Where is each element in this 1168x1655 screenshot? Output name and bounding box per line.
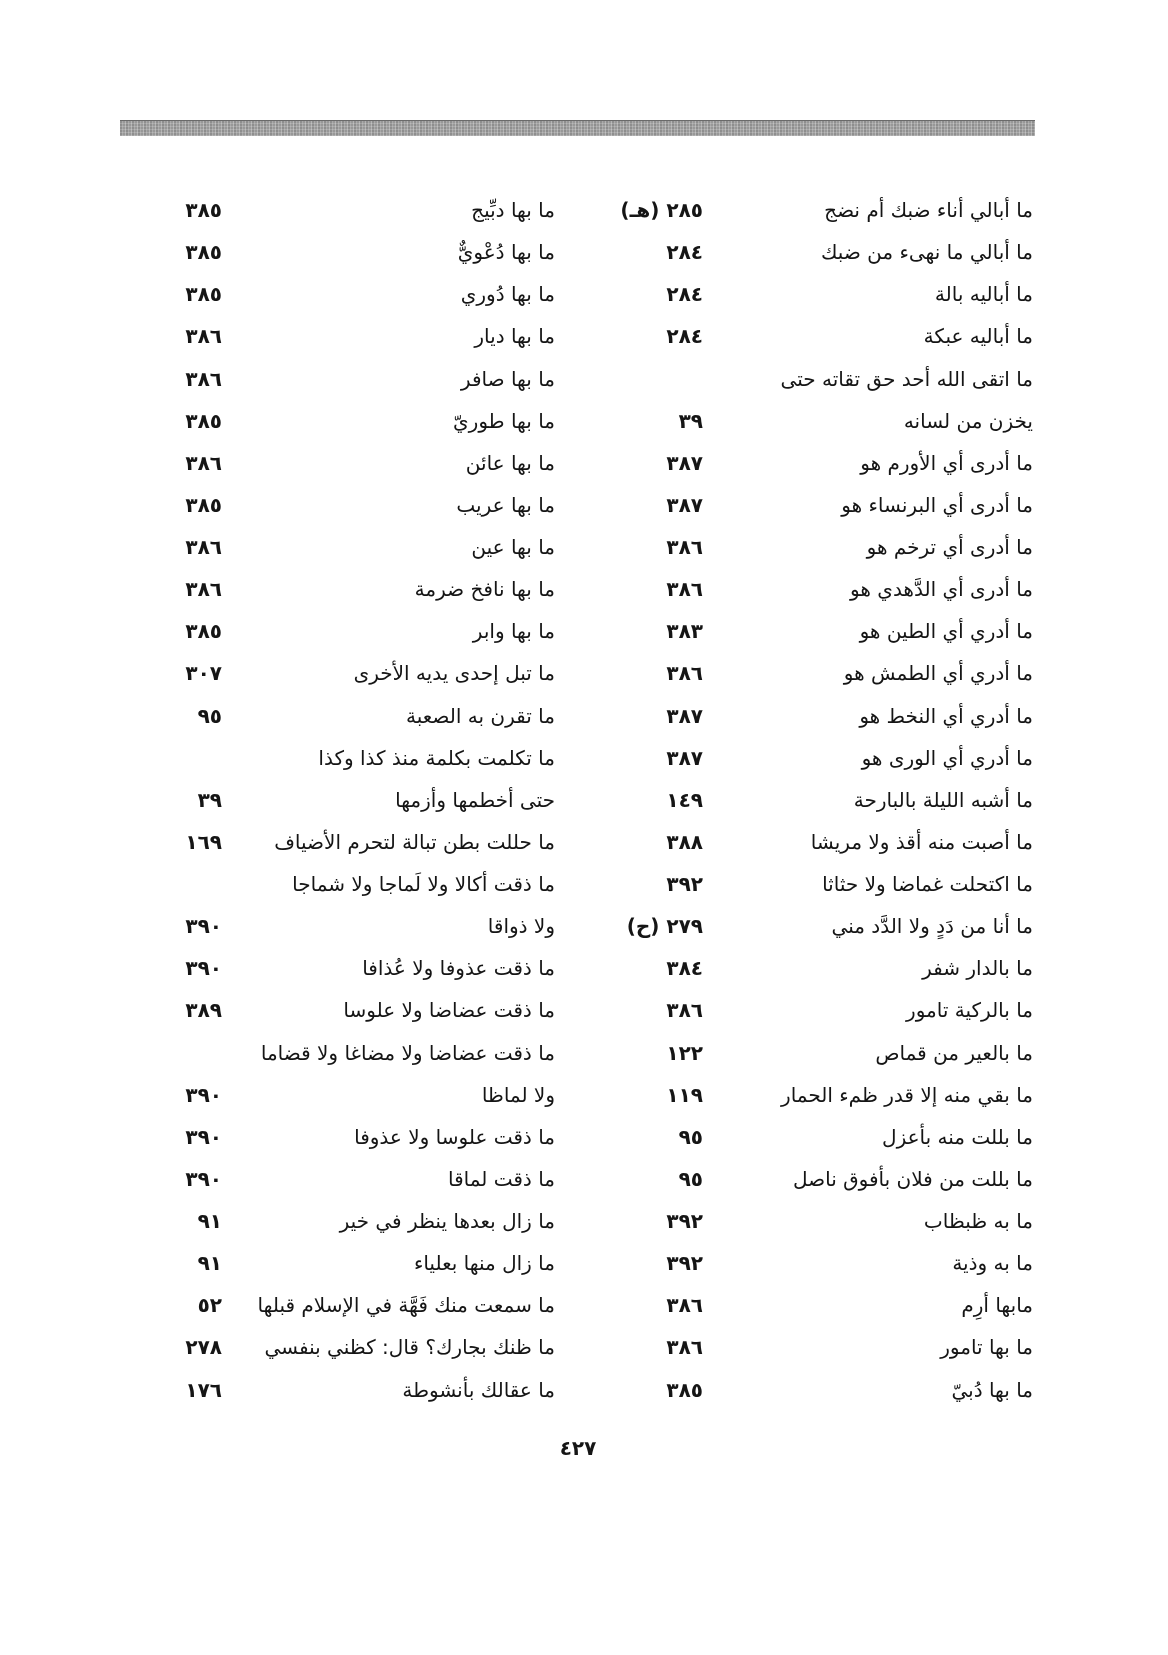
entry-page: ٩٥ [678, 1166, 703, 1191]
entry-page: ٣٨٤ [666, 956, 703, 981]
index-entry [593, 1200, 1033, 1242]
index-entry [115, 568, 555, 610]
index-entry [593, 1158, 1033, 1200]
entry-text: ما أدري أي الطين هو [859, 619, 1033, 644]
entry-text: ما أدري أي الطمش هو [843, 661, 1033, 686]
entry-page: ٩١ [197, 1251, 222, 1276]
entry-page: ٣٩٠ [185, 956, 222, 981]
index-entry [115, 989, 555, 1031]
entry-text: ما بها دُبيّ [951, 1377, 1033, 1402]
entry-text: ما أدرى أي البرنساء هو [841, 492, 1033, 517]
index-entry [593, 1284, 1033, 1326]
index-entry [593, 568, 1033, 610]
entry-text: حتى أخطمها وأزمها [395, 787, 555, 812]
index-entry [593, 652, 1033, 694]
entry-text: ما زال بعدها ينظر في خير [339, 1209, 555, 1233]
index-entry [115, 1284, 555, 1326]
entry-text: ما بها تامور [940, 1335, 1033, 1360]
index-entry [593, 273, 1033, 315]
index-entry [593, 1116, 1033, 1158]
index-entry [115, 947, 555, 989]
entry-page: ٣٨٦ [185, 577, 222, 602]
entry-page: ٣٨٥ [185, 408, 222, 433]
index-entry [115, 1242, 555, 1284]
entry-page: ٩٥ [678, 1124, 703, 1149]
index-entry [593, 863, 1033, 905]
entry-text: ما بالعير من قماص [875, 1040, 1033, 1065]
index-entry [115, 610, 555, 652]
index-entry [115, 1032, 555, 1074]
index-entry [115, 737, 555, 779]
entry-text: ما به ظبظاب [923, 1209, 1033, 1233]
entry-page: ٣٩٠ [185, 1124, 222, 1149]
entry-page: ٣٨٥ [666, 1377, 703, 1402]
entry-page: ٢٨٤ [666, 324, 703, 349]
entry-page: ٣٨٥ [185, 282, 222, 307]
index-entry [593, 189, 1033, 231]
entry-text: ما عقالك بأنشوطة [402, 1377, 555, 1402]
index-entry [593, 989, 1033, 1031]
entry-text: ما أصبت منه أقذ ولا مريشا [810, 829, 1033, 854]
index-entry [593, 1369, 1033, 1411]
entry-page: ٣٩ [197, 787, 222, 812]
index-entry [593, 358, 1033, 400]
entry-text: ما بللت من فلان بأفوق ناصل [792, 1166, 1033, 1191]
entry-text: ما أدرى أي الدَّهدي هو [850, 577, 1033, 602]
entry-page: ٣٨٥ [185, 619, 222, 644]
index-entry [593, 315, 1033, 357]
entry-text: ما تبل إحدى يديه الأخرى [353, 661, 555, 686]
entry-text: ما ذقت عضاضا ولا علوسا [343, 998, 555, 1023]
entry-page: ٣٩٠ [185, 914, 222, 939]
entry-text: ما بها عائن [465, 450, 555, 475]
entry-text: ما تكلمت بكلمة منذ كذا وكذا [318, 745, 555, 770]
entry-text: ما حللت بطن تبالة لتحرم الأضياف [274, 829, 555, 854]
entry-text: ما أنا من دَدٍ ولا الدَّد مني [831, 914, 1033, 939]
entry-text: ما بقي منه إلا قدر ظمء الحمار [781, 1082, 1033, 1107]
index-entry [115, 442, 555, 484]
entry-text: ما زال منها بعلياء [413, 1251, 555, 1276]
entry-page: ٢٨٤ [666, 282, 703, 307]
entry-page: ٣٨٨ [666, 829, 703, 854]
entry-page: ٣٨٥ [185, 492, 222, 517]
index-entry [593, 695, 1033, 737]
index-entry [593, 400, 1033, 442]
entry-text: ما ظنك بجارك؟ قال: كظني بنفسي [264, 1335, 555, 1360]
entry-page: ٣٨٦ [185, 366, 222, 391]
entry-page: ٥٢ [197, 1293, 222, 1318]
entry-page: ١٤٩ [666, 787, 703, 812]
entry-page: ٣٨٧ [666, 450, 703, 475]
index-entry [115, 821, 555, 863]
index-entry [593, 779, 1033, 821]
index-entry [593, 526, 1033, 568]
entry-page: ٣٨٦ [666, 1335, 703, 1360]
entry-page: ٣٩ [678, 408, 703, 433]
entry-page: ١١٩ [666, 1082, 703, 1107]
entry-page: ٣٨٦ [666, 998, 703, 1023]
entry-text: ما أبالي ما نهىء من ضبك [820, 240, 1033, 265]
entry-text: ما بالركية تامور [906, 998, 1033, 1023]
entry-text: ما بها دبِّيج [471, 198, 555, 222]
header-rule [120, 120, 1035, 136]
index-entry [115, 273, 555, 315]
index-entry [115, 1200, 555, 1242]
index-entry [115, 652, 555, 694]
entry-page: ٣٨٦ [666, 535, 703, 559]
index-column-right [593, 189, 1033, 1411]
index-entry [593, 1326, 1033, 1368]
index-entry [115, 231, 555, 273]
entry-page: ١٢٢ [666, 1040, 703, 1065]
index-entry [115, 695, 555, 737]
entry-page: ٣٨٩ [185, 998, 222, 1023]
index-entry [115, 1074, 555, 1116]
entry-page: ٩١ [197, 1209, 222, 1233]
entry-text: ما بالدار شفر [922, 956, 1033, 981]
entry-text: ولا ذواقا [487, 914, 555, 939]
entry-text: ما بللت منه بأعزل [882, 1124, 1033, 1149]
entry-page: ٣٨٥ [185, 198, 222, 222]
entry-text: ما بها صافر [460, 366, 555, 391]
entry-page: ٣٨٣ [666, 619, 703, 644]
index-entry [115, 484, 555, 526]
index-entry [593, 610, 1033, 652]
index-entry [593, 821, 1033, 863]
index-entry [115, 863, 555, 905]
entry-page: ٣٨٧ [666, 492, 703, 517]
index-column-left [115, 189, 555, 1411]
entry-text: ما بها وابر [472, 619, 555, 644]
entry-text: يخزن من لسانه [903, 408, 1033, 433]
index-entry [115, 315, 555, 357]
index-entry [593, 905, 1033, 947]
index-entry [593, 947, 1033, 989]
entry-text: ما بها ديار [474, 324, 555, 349]
entry-text: ما أدرى أي ترخم هو [866, 535, 1033, 559]
entry-page: ٣٩٢ [666, 1251, 703, 1276]
entry-page: ٣٨٦ [666, 661, 703, 686]
entry-page: ٣٨٦ [666, 1293, 703, 1318]
index-entry [115, 779, 555, 821]
entry-page: ٣٩٠ [185, 1082, 222, 1107]
index-entry [593, 484, 1033, 526]
index-entry [593, 1242, 1033, 1284]
entry-page: ٣٩٢ [666, 872, 703, 896]
entry-page: ٣٩٢ [666, 1209, 703, 1233]
entry-text: ما أباليه عبكة [923, 324, 1033, 349]
entry-page: ١٦٩ [185, 829, 222, 854]
entry-text: ما ذقت لماقا [447, 1166, 555, 1191]
entry-text: ما أبالي أناء ضبك أم نضج [824, 198, 1033, 222]
entry-page: ٢٨٤ [666, 240, 703, 265]
entry-text: ما أدري أي الورى هو [861, 745, 1033, 770]
entry-text: ما أباليه بالة [934, 282, 1033, 307]
entry-page: ٢٧٨ [185, 1335, 222, 1360]
entry-page: ٣٨٦ [185, 324, 222, 349]
entry-text: ما ذقت علوسا ولا عذوفا [354, 1124, 555, 1149]
entry-page: ٣٩٠ [185, 1166, 222, 1191]
index-entry [593, 1032, 1033, 1074]
index-entry [593, 442, 1033, 484]
entry-page: ٣٨٦ [666, 577, 703, 602]
entry-page: ٣٨٦ [185, 535, 222, 559]
entry-page: ٣٨٧ [666, 745, 703, 770]
entry-page: ١٧٦ [185, 1377, 222, 1402]
index-entry [115, 526, 555, 568]
entry-page: ٣٨٧ [666, 703, 703, 728]
index-entry [115, 1116, 555, 1158]
entry-text: ما به وذية [952, 1251, 1033, 1276]
index-entry [593, 1074, 1033, 1116]
entry-text: ما بها نافخ ضرمة [414, 577, 555, 602]
entry-page: ٣٨٦ [185, 450, 222, 475]
entry-text: ما اكتحلت غماضا ولا حثاثا [822, 872, 1033, 896]
index-entry [115, 400, 555, 442]
entry-text: ما بها دُعْويٌّ [457, 240, 555, 265]
index-entry [115, 1326, 555, 1368]
entry-text: مابها أرِم [961, 1293, 1033, 1318]
entry-text: ما ذقت عذوفا ولا عُذافا [362, 956, 555, 981]
index-entry [115, 1369, 555, 1411]
entry-page: ٢٧٩ (ح) [626, 914, 703, 939]
entry-text: ما بها عريب [456, 492, 555, 517]
entry-text: ما أدرى أي الأورم هو [860, 450, 1033, 475]
entry-text: ما ذقت عضاضا ولا مضاغا ولا قضاما [260, 1040, 555, 1065]
entry-page: ٢٨٥ (هـ) [620, 198, 703, 222]
entry-page: ٣٠٧ [185, 661, 222, 686]
entry-text: ما اتقى الله أحد حق تقاته حتى [780, 366, 1033, 391]
entry-text: ما بها طوريّ [453, 408, 555, 433]
page-number: ٤٢٧ [559, 1436, 597, 1460]
entry-text: ولا لماظا [481, 1082, 555, 1107]
entry-text: ما أشبه الليلة بالبارحة [853, 787, 1033, 812]
index-entry [115, 189, 555, 231]
index-entry [593, 737, 1033, 779]
index-entry [115, 358, 555, 400]
index-entry [115, 1158, 555, 1200]
entry-page: ٣٨٥ [185, 240, 222, 265]
index-entry [115, 905, 555, 947]
entry-text: ما بها عين [471, 535, 555, 559]
entry-page: ٩٥ [197, 703, 222, 728]
entry-text: ما ذقت أكالا ولا لَماجا ولا شماجا [292, 872, 555, 896]
entry-text: ما تقرن به الصعبة [406, 703, 555, 728]
entry-text: ما سمعت منك فَهَّة في الإسلام قبلها [257, 1293, 555, 1318]
entry-text: ما أدري أي النخط هو [859, 703, 1033, 728]
entry-text: ما بها دُوري [460, 282, 555, 307]
index-entry [593, 231, 1033, 273]
